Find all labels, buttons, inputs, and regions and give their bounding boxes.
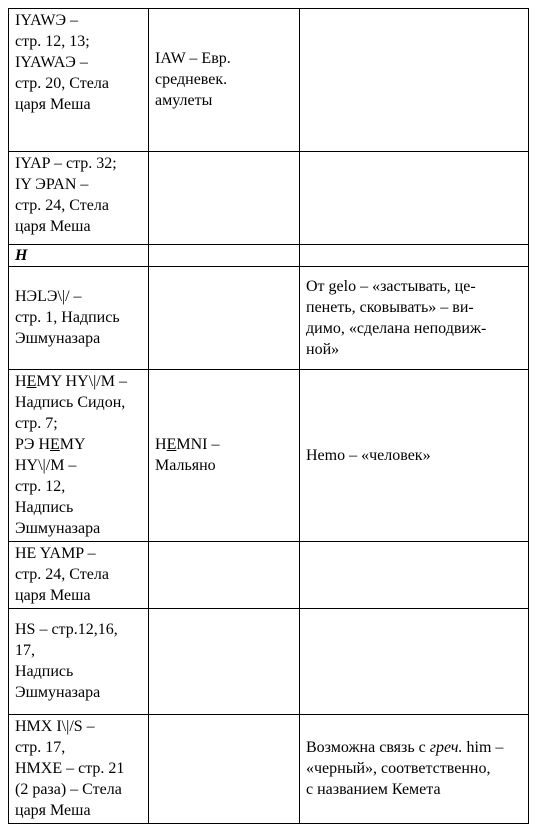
table-row bbox=[9, 9, 529, 152]
parallel-cell bbox=[149, 152, 300, 245]
parallel-cell bbox=[149, 267, 300, 370]
table-row bbox=[9, 152, 529, 245]
table-row bbox=[9, 370, 529, 542]
comment-text: him – «черный», соответственно, с названием Кемета bbox=[306, 739, 504, 798]
empty-cell bbox=[149, 245, 300, 267]
comment-cell bbox=[300, 715, 529, 824]
parallel-cell bbox=[149, 715, 300, 824]
term-cell: IYAWЭ – стр. 12, 13; IYAWAЭ – стр. 20, Стела царя Меша bbox=[9, 9, 149, 152]
parallel-cell bbox=[149, 370, 300, 542]
underlined-letter: E bbox=[26, 373, 37, 390]
table-row bbox=[9, 715, 529, 824]
glossary-table bbox=[8, 8, 529, 824]
empty-cell bbox=[300, 245, 529, 267]
parallel-cell: IAW – Евр. средневек. амулеты bbox=[149, 9, 300, 152]
comment-text: Возможна связь с bbox=[306, 739, 430, 756]
comment-cell: Hemo – «человек» bbox=[300, 370, 529, 542]
section-letter: H bbox=[9, 245, 149, 267]
term-cell: HЭLЭ\|/ – стр. 1, Надпись Эшмуназара bbox=[9, 267, 149, 370]
underlined-letter: E bbox=[50, 436, 60, 453]
term-text: H bbox=[15, 373, 27, 390]
underlined-letter: E bbox=[166, 436, 177, 453]
parallel-text: MNI – Мальяно bbox=[155, 436, 220, 474]
term-cell: HE YAMP – стр. 24, Стела царя Меша bbox=[9, 542, 149, 609]
term-cell: HS – стр.12,16, 17, Надпись Эшмуназара bbox=[9, 609, 149, 715]
parallel-cell bbox=[149, 609, 300, 715]
parallel-text: H bbox=[155, 436, 167, 453]
parallel-cell bbox=[149, 542, 300, 609]
term-cell: IYAP – стр. 32; IY ЭPAN – стр. 24, Стела царя Меша bbox=[9, 152, 149, 245]
comment-cell bbox=[300, 542, 529, 609]
comment-cell bbox=[300, 152, 529, 245]
table-row bbox=[9, 267, 529, 370]
term-text: MY HY\|/M – Надпись Сидон, стр. 7; РЭ H bbox=[15, 373, 127, 453]
table-row bbox=[9, 542, 529, 609]
comment-cell: От gelo – «застывать, це- пенеть, сковывать» – ви- димо, «сделана неподвиж- ной» bbox=[300, 267, 529, 370]
table-row bbox=[9, 609, 529, 715]
term-text: MY HY\|/M – стр. 12, Надпись Эшмуназара bbox=[15, 436, 101, 537]
term-cell: HMX I\|/S – стр. 17, HMXE – стр. 21 (2 раза) – Стела царя Меша bbox=[9, 715, 149, 824]
italic-abbrev: греч. bbox=[429, 739, 463, 756]
comment-cell bbox=[300, 609, 529, 715]
term-cell bbox=[9, 370, 149, 542]
comment-cell bbox=[300, 9, 529, 152]
section-row bbox=[9, 245, 529, 267]
